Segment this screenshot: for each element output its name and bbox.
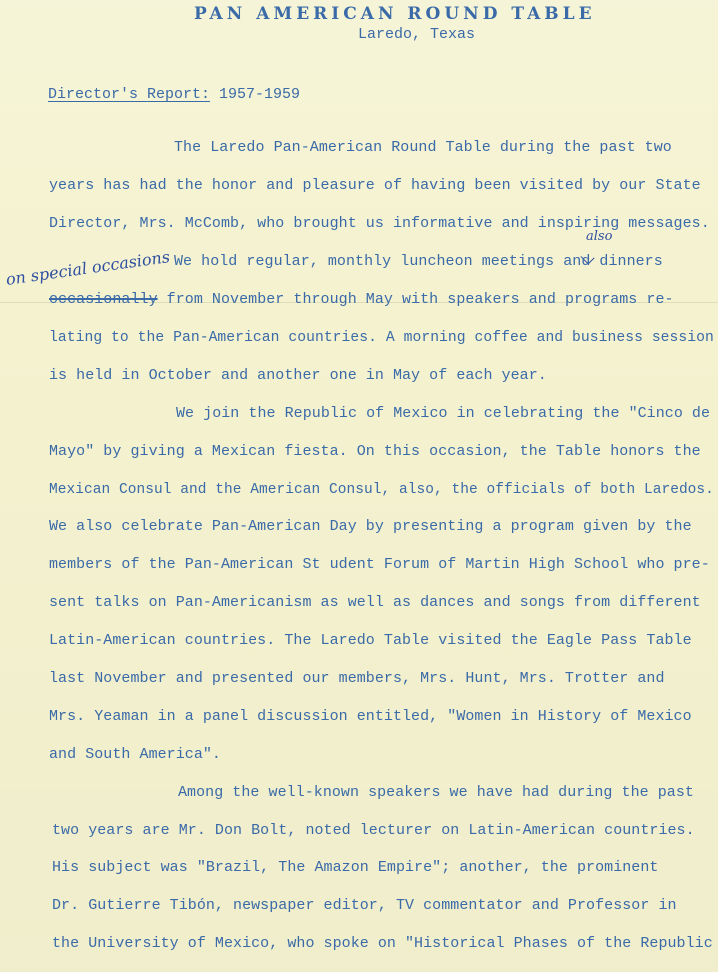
body-line: Mexican Consul and the American Consul, also, the officials of both Laredos. — [49, 481, 714, 498]
body-line: Mayo" by giving a Mexican fiesta. On this occasion, the Table honors the — [49, 443, 701, 460]
body-line: lating to the Pan-American countries. A morning coffee and business session — [49, 329, 714, 346]
body-line: His subject was "Brazil, The Amazon Empire"; another, the prominent — [52, 859, 659, 876]
body-line: the University of Mexico, who spoke on "Historical Phases of the Republic — [52, 935, 713, 952]
report-label: Director's Report: — [48, 86, 211, 103]
body-line: is held in October and another one in May of each year. — [49, 367, 547, 384]
handwritten-margin-note: on special occasions — [4, 247, 172, 289]
body-line: members of the Pan-American St udent Forum of Martin High School who pre- — [49, 556, 710, 573]
body-line: The Laredo Pan-American Round Table during the past two — [174, 139, 672, 156]
handwritten-insert: also — [586, 229, 613, 244]
body-line: We hold regular, monthly luncheon meetings and dinners — [174, 253, 663, 270]
body-line: We also celebrate Pan-American Day by presenting a program given by the — [49, 518, 692, 535]
body-line: Mrs. Yeaman in a panel discussion entitled, "Women in History of Mexico — [49, 708, 692, 725]
body-line: Among the well-known speakers we have had during the past — [178, 784, 694, 801]
report-years: 1957-1959 — [219, 86, 301, 103]
body-line: Director, Mrs. McComb, who brought us informative and inspiring messages. — [49, 215, 710, 232]
struck-word: occasionally — [49, 291, 158, 308]
body-line — [49, 291, 674, 309]
body-line: two years are Mr. Don Bolt, noted lecturer on Latin-American countries. — [52, 822, 695, 839]
location-subheading: Laredo, Texas — [358, 26, 476, 43]
body-line-rest: from November through May with speakers and programs re- — [157, 291, 674, 308]
body-line: sent talks on Pan-Americanism as well as dances and songs from different — [49, 594, 701, 611]
body-line: Latin-American countries. The Laredo Table visited the Eagle Pass Table — [49, 632, 692, 649]
body-line: Dr. Gutierre Tibón, newspaper editor, TV commentator and Professor in — [52, 897, 677, 914]
body-line: and South America". — [49, 746, 221, 763]
body-line: years has had the honor and pleasure of having been visited by our State — [49, 177, 701, 194]
organization-heading: PAN AMERICAN ROUND TABLE — [194, 4, 596, 24]
report-title — [48, 86, 300, 103]
body-line: We join the Republic of Mexico in celebrating the "Cinco de — [176, 405, 711, 422]
body-line: last November and presented our members, Mrs. Hunt, Mrs. Trotter and — [49, 670, 665, 687]
